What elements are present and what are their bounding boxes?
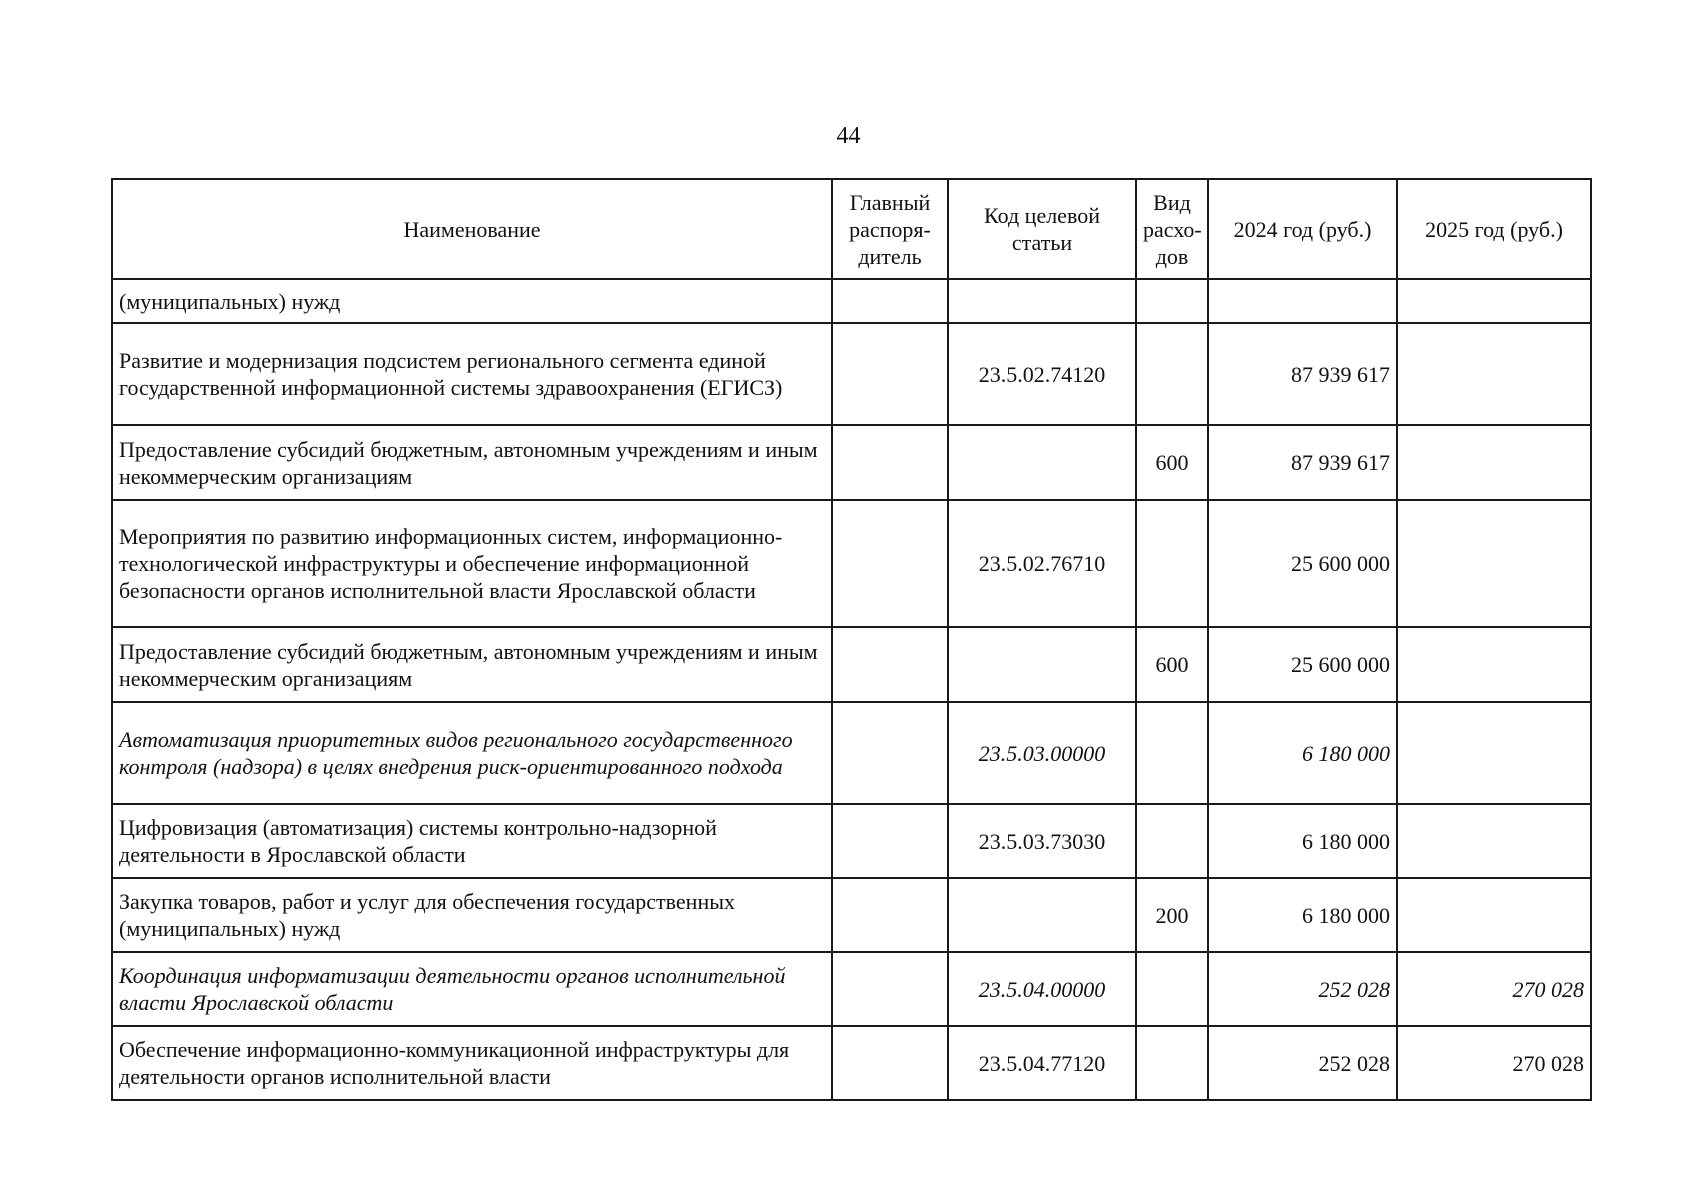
header-2024: 2024 год (руб.) — [1208, 179, 1397, 279]
cell-2024: 87 939 617 — [1208, 425, 1397, 500]
cell-code — [948, 279, 1136, 323]
cell-code: 23.5.02.74120 — [948, 323, 1136, 425]
cell-name: Предоставление субсидий бюджетным, автономным учреждениям и иным некоммерческим организациям — [112, 627, 832, 702]
cell-2025: 270 028 — [1397, 952, 1591, 1026]
cell-name: Координация информатизации деятельности органов исполнительной власти Ярославской области — [112, 952, 832, 1026]
cell-expense-type — [1136, 323, 1208, 425]
budget-table — [111, 178, 1592, 1101]
header-expense-type: Вид расхо-дов — [1136, 179, 1208, 279]
cell-2024: 6 180 000 — [1208, 702, 1397, 804]
cell-2024: 6 180 000 — [1208, 804, 1397, 878]
cell-expense-type — [1136, 1026, 1208, 1100]
table-row — [112, 500, 1591, 627]
cell-expense-type: 600 — [1136, 425, 1208, 500]
cell-manager — [832, 1026, 948, 1100]
cell-2025 — [1397, 279, 1591, 323]
cell-manager — [832, 804, 948, 878]
cell-expense-type — [1136, 279, 1208, 323]
header-manager: Главный распоря-дитель — [832, 179, 948, 279]
cell-2025 — [1397, 500, 1591, 627]
cell-2025 — [1397, 804, 1591, 878]
cell-name: Закупка товаров, работ и услуг для обеспечения государственных (муниципальных) нужд — [112, 878, 832, 952]
header-2025: 2025 год (руб.) — [1397, 179, 1591, 279]
cell-manager — [832, 500, 948, 627]
cell-name: Мероприятия по развитию информационных систем, информационно-технологической инфраструктуры и обеспечение информационной безопасности органов исполнительной власти Ярославской области — [112, 500, 832, 627]
table-row — [112, 323, 1591, 425]
table-row — [112, 279, 1591, 323]
cell-code: 23.5.03.73030 — [948, 804, 1136, 878]
cell-manager — [832, 952, 948, 1026]
cell-manager — [832, 323, 948, 425]
cell-2024: 25 600 000 — [1208, 500, 1397, 627]
table-row — [112, 952, 1591, 1026]
cell-2025 — [1397, 425, 1591, 500]
cell-name: Автоматизация приоритетных видов регионального государственного контроля (надзора) в целях внедрения риск-ориентированного подхода — [112, 702, 832, 804]
cell-manager — [832, 878, 948, 952]
cell-2024: 252 028 — [1208, 952, 1397, 1026]
table-row — [112, 1026, 1591, 1100]
table-header-row — [112, 179, 1591, 279]
cell-expense-type: 200 — [1136, 878, 1208, 952]
cell-2025 — [1397, 702, 1591, 804]
cell-code: 23.5.04.00000 — [948, 952, 1136, 1026]
cell-2025 — [1397, 627, 1591, 702]
cell-2025 — [1397, 878, 1591, 952]
cell-2024: 25 600 000 — [1208, 627, 1397, 702]
cell-manager — [832, 279, 948, 323]
cell-name: Предоставление субсидий бюджетным, автономным учреждениям и иным некоммерческим организациям — [112, 425, 832, 500]
cell-code — [948, 627, 1136, 702]
table-row — [112, 627, 1591, 702]
cell-expense-type — [1136, 500, 1208, 627]
header-name: Наименование — [112, 179, 832, 279]
cell-2024: 87 939 617 — [1208, 323, 1397, 425]
table-row — [112, 425, 1591, 500]
cell-name: Обеспечение информационно-коммуникационной инфраструктуры для деятельности органов исполнительной власти — [112, 1026, 832, 1100]
page-number: 44 — [836, 123, 861, 149]
cell-code — [948, 425, 1136, 500]
cell-code — [948, 878, 1136, 952]
cell-code: 23.5.02.76710 — [948, 500, 1136, 627]
cell-expense-type — [1136, 702, 1208, 804]
cell-expense-type: 600 — [1136, 627, 1208, 702]
cell-2024: 6 180 000 — [1208, 878, 1397, 952]
cell-manager — [832, 702, 948, 804]
cell-2024 — [1208, 279, 1397, 323]
cell-code: 23.5.04.77120 — [948, 1026, 1136, 1100]
cell-name: Цифровизация (автоматизация) системы контрольно-надзорной деятельности в Ярославской области — [112, 804, 832, 878]
cell-2024: 252 028 — [1208, 1026, 1397, 1100]
cell-2025 — [1397, 323, 1591, 425]
cell-name: Развитие и модернизация подсистем регионального сегмента единой государственной информационной системы здравоохранения (ЕГИСЗ) — [112, 323, 832, 425]
cell-code: 23.5.03.00000 — [948, 702, 1136, 804]
header-code: Код целевой статьи — [948, 179, 1136, 279]
table-row — [112, 878, 1591, 952]
table-row — [112, 804, 1591, 878]
cell-manager — [832, 627, 948, 702]
cell-manager — [832, 425, 948, 500]
cell-expense-type — [1136, 804, 1208, 878]
cell-name: (муниципальных) нужд — [112, 279, 832, 323]
table-row — [112, 702, 1591, 804]
cell-expense-type — [1136, 952, 1208, 1026]
cell-2025: 270 028 — [1397, 1026, 1591, 1100]
